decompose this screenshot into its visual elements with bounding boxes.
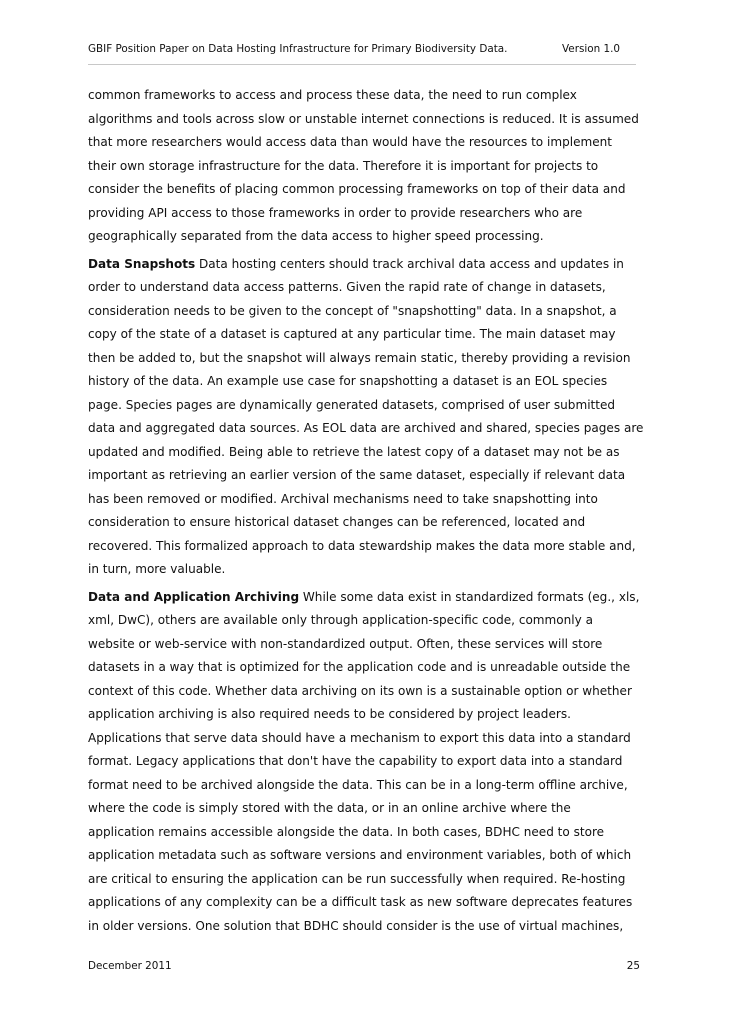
text-line: in older versions. One solution that BDHC should consider is the use of virtual machines, [88,918,624,933]
text-line: common frameworks to access and process these data, the need to run complex [88,88,577,102]
text-line: that more researchers would access data than would have the resources to implement [88,135,612,149]
page-header [88,41,648,57]
text-line [88,253,644,277]
text-line: has been removed or modified. Archival mechanisms need to take snapshotting into [88,491,598,506]
text-line: algorithms and tools across slow or unstable internet connections is reduced. It is assumed [88,111,639,126]
text-line: context of this code. Whether data archiving on its own is a sustainable option or whether [88,683,632,698]
section-lead-heading: Data and Application Archiving [88,589,300,604]
text-line: Applications that serve data should have a mechanism to export this data into a standard [88,730,631,745]
text-line: data and aggregated data sources. As EOL data are archived and shared, species pages are [88,421,644,435]
text-line: application remains accessible alongside the data. In both cases, BDHC need to store [88,824,605,839]
header-version: Version 1.0 [562,43,621,55]
text-run: Data hosting centers should track archival data access and updates in [195,256,624,271]
text-line: consideration needs to be given to the concept of "snapshotting" data. In a snapshot, a [88,303,617,318]
text-line: datasets in a way that is optimized for the application code and is unreadable outside the [88,660,631,674]
text-line: format need to be archived alongside the data. This can be in a long-term offline archive, [88,777,628,792]
text-line: providing API access to those frameworks in order to provide researchers who are [88,205,583,220]
section-lead-heading: Data Snapshots [88,256,196,271]
page-footer [88,958,640,974]
text-line: format. Legacy applications that don't have the capability to export data into a standard [88,754,623,768]
text-line: in turn, more valuable. [88,562,226,576]
paragraph-data-and-application-archiving [88,586,644,939]
text-line: their own storage infrastructure for the data. Therefore it is important for projects to [88,158,599,173]
text-line: consider the benefits of placing common processing frameworks on top of their data and [88,182,626,196]
text-line: geographically separated from the data access to higher speed processing. [88,229,544,243]
paragraph-data-snapshots [88,253,644,582]
text-line: important as retrieving an earlier version of the same dataset, especially if relevant data [88,468,626,482]
footer-date: December 2011 [88,960,172,972]
text-line: application metadata such as software versions and environment variables, both of which [88,848,632,862]
text-line: application archiving is also required needs to be considered by project leaders. [88,707,571,721]
text-line: history of the data. An example use case for snapshotting a dataset is an EOL species [88,374,608,388]
text-line: xml, DwC), others are available only through application-specific code, commonly a [88,613,593,627]
text-line: order to understand data access patterns. Given the rapid rate of change in datasets, [88,280,606,294]
text-line: consideration to ensure historical dataset changes can be referenced, located and [88,515,586,529]
text-line: copy of the state of a dataset is captured at any particular time. The main dataset may [88,327,616,341]
header-divider [88,64,636,65]
page-number: 25 [626,960,640,972]
text-line: page. Species pages are dynamically generated datasets, comprised of user submitted [88,397,616,412]
text-line: recovered. This formalized approach to data stewardship makes the data more stable and, [88,538,636,553]
text-line: updated and modified. Being able to retrieve the latest copy of a dataset may not be as [88,444,620,459]
text-line: then be added to, but the snapshot will always remain static, thereby providing a revision [88,350,631,365]
text-line: are critical to ensuring the application can be run successfully when required. Re-hosting [88,871,626,886]
body-text [88,84,644,938]
text-line: website or web-service with non-standardized output. Often, these services will store [88,636,603,651]
header-title: GBIF Position Paper on Data Hosting Infrastructure for Primary Biodiversity Data. [88,43,508,55]
text-line [88,586,644,610]
text-run: While some data exist in standardized formats (eg., xls, [299,589,640,604]
text-line: where the code is simply stored with the data, or in an online archive where the [88,801,571,815]
paragraph [88,84,644,249]
text-line: applications of any complexity can be a difficult task as new software deprecates features [88,895,633,909]
